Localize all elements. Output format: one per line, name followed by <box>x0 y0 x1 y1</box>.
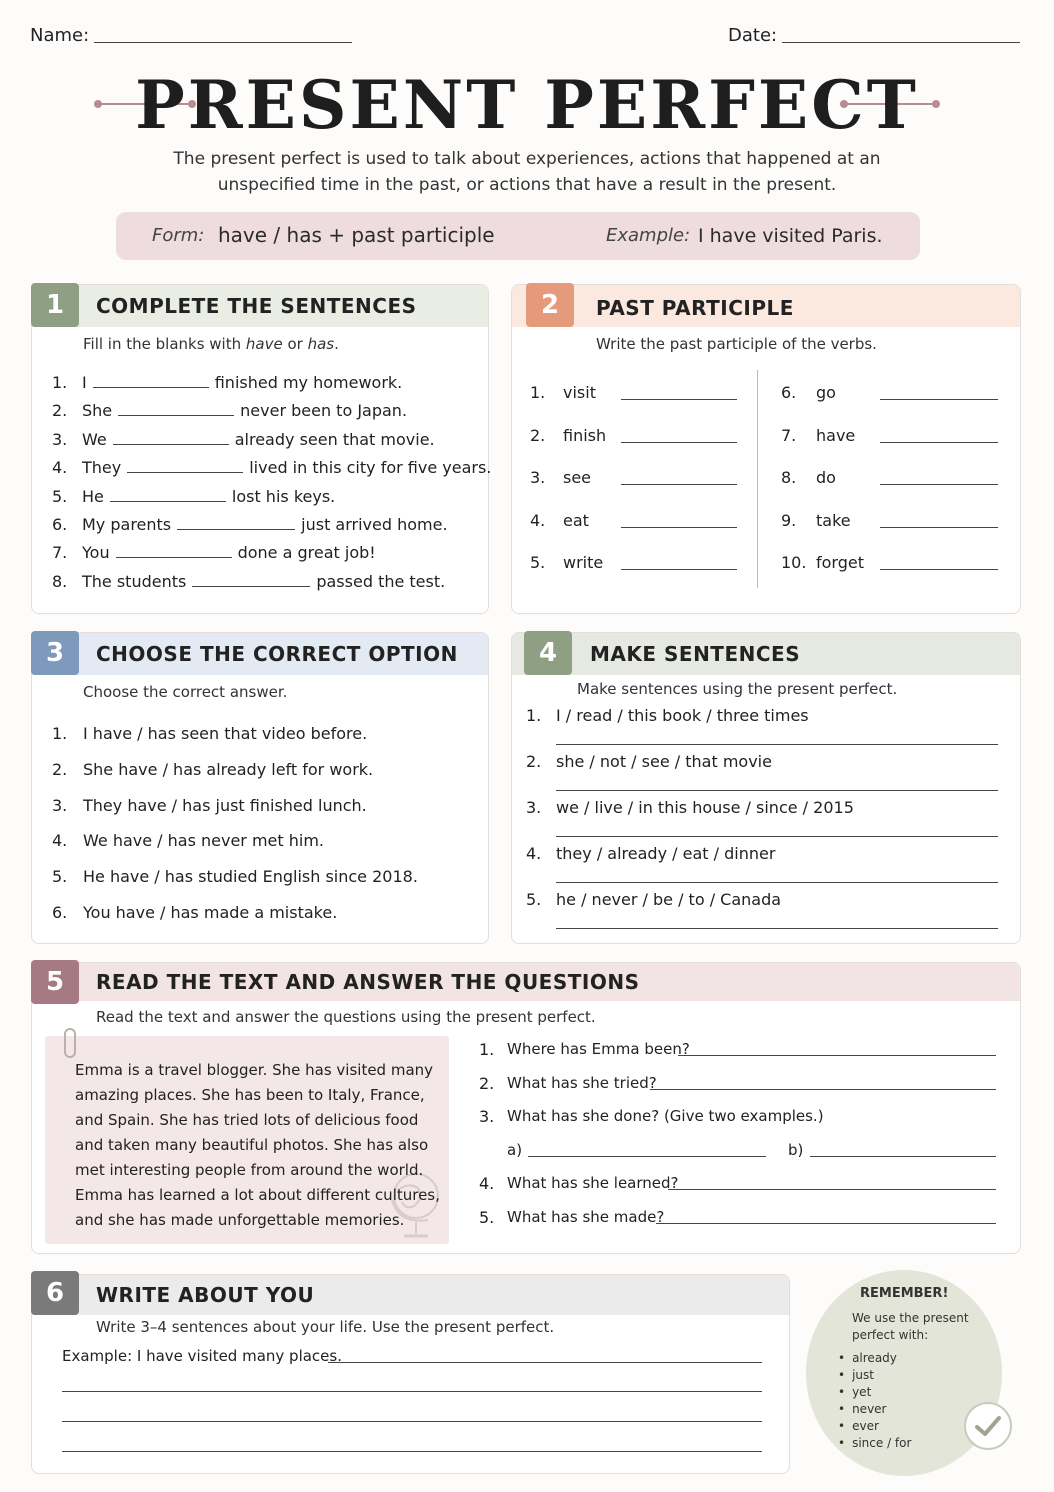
section-4-title: MAKE SENTENCES <box>590 642 801 666</box>
section-6-badge: 6 <box>31 1271 79 1315</box>
q3b-answer-line[interactable] <box>810 1156 996 1157</box>
remember-item <box>838 1368 874 1382</box>
section-complete-sentences <box>31 284 492 614</box>
q1-answer-line[interactable] <box>678 1055 996 1056</box>
s2-item-number: 9. <box>781 510 797 530</box>
q3-number: 3. <box>479 1107 495 1126</box>
q5-text: What has she made? <box>507 1208 665 1226</box>
q2-text: What has she tried? <box>507 1074 657 1092</box>
s2-item-number: 1. <box>530 383 546 402</box>
s4-item-number: 5. <box>526 890 542 909</box>
q1-number: 1. <box>479 1040 495 1059</box>
s2-answer-line[interactable] <box>880 399 998 400</box>
q3a-answer-line[interactable] <box>528 1156 766 1157</box>
s3-item: She have / has already left for work. <box>83 759 374 779</box>
section-2-badge: 2 <box>526 283 574 327</box>
s1-item <box>82 515 448 534</box>
s1-blank[interactable] <box>192 586 310 587</box>
date-label: Date: <box>728 25 778 46</box>
write-line-1[interactable] <box>328 1362 762 1363</box>
write-line-4[interactable] <box>62 1451 762 1452</box>
s2-verb: eat <box>563 510 589 530</box>
s1-item-rest: passed the test. <box>316 571 446 591</box>
s4-prompt: I / read / this book / three times <box>556 706 809 725</box>
section-1-instructions: Fill in the blanks with have or has. <box>83 335 339 353</box>
page-title: PRESENT PERFECT <box>135 66 919 144</box>
bullet-icon: • <box>838 1385 846 1399</box>
s3-item-number: 1. <box>52 724 68 743</box>
s1-item-rest: already seen that movie. <box>234 429 435 449</box>
s2-item-number: 10. <box>781 553 807 572</box>
s1-item-number: 5. <box>52 486 68 506</box>
s2-verb: forget <box>816 553 864 572</box>
s1-item-number: 1. <box>52 373 68 392</box>
remember-title: REMEMBER! <box>860 1286 949 1301</box>
name-label: Name: <box>30 25 90 46</box>
q3a-label: a) <box>507 1141 523 1159</box>
section-2-instructions: Write the past participle of the verbs. <box>596 335 877 353</box>
s1-item-subject: They <box>82 458 122 478</box>
section-3-title: CHOOSE THE CORRECT OPTION <box>96 642 458 666</box>
s1-blank[interactable] <box>118 415 234 416</box>
s1-item-number: 6. <box>52 515 68 534</box>
paperclip-icon <box>64 1028 76 1058</box>
s1-item <box>82 487 335 506</box>
section-5-badge: 5 <box>31 960 79 1004</box>
reading-text-line: amazing places. She has been to Italy, France, <box>75 1086 425 1104</box>
s3-item: We have / has never met him. <box>83 831 325 851</box>
section-5-instructions: Read the text and answer the questions using the present perfect. <box>96 1008 596 1026</box>
s3-item-number: 3. <box>52 795 68 815</box>
section-1-badge: 1 <box>31 283 79 327</box>
s4-answer-line[interactable] <box>556 928 998 929</box>
remember-item-text: never <box>852 1402 887 1416</box>
s3-item-number: 2. <box>52 759 68 779</box>
s1-blank[interactable] <box>177 529 295 530</box>
q2-number: 2. <box>479 1074 495 1093</box>
s1-item <box>82 401 407 420</box>
bullet-icon: • <box>838 1436 846 1450</box>
s1-item-subject: He <box>82 486 104 506</box>
s2-item-number: 4. <box>530 510 546 530</box>
s3-item: He have / has studied English since 2018. <box>83 867 418 887</box>
globe-icon <box>388 1168 444 1244</box>
s1-item-rest: finished my homework. <box>214 373 403 392</box>
remember-item-text: yet <box>852 1385 872 1399</box>
section-2-divider <box>757 370 758 588</box>
s2-answer-line[interactable] <box>621 484 737 485</box>
bullet-icon: • <box>838 1351 846 1365</box>
s1-item-subject: You <box>82 543 110 563</box>
s1-item <box>82 430 435 449</box>
q5-number: 5. <box>479 1208 495 1227</box>
section-6-instructions: Write 3–4 sentences about your life. Use the present perfect. <box>96 1318 555 1336</box>
s1-item-rest: just arrived home. <box>301 515 448 534</box>
s1-item-rest: lived in this city for five years. <box>249 458 492 478</box>
section-2-title: PAST PARTICIPLE <box>596 296 794 320</box>
s1-blank[interactable] <box>127 472 243 473</box>
s1-item-rest: lost his keys. <box>231 486 336 506</box>
s1-item <box>82 458 491 477</box>
s1-item-number: 8. <box>52 571 68 591</box>
reading-text-line: and Spain. She has tried lots of delicious food <box>75 1111 419 1129</box>
bullet-icon: • <box>838 1402 846 1416</box>
s2-answer-line[interactable] <box>621 569 737 570</box>
s4-answer-line[interactable] <box>556 836 998 837</box>
q3b-label: b) <box>788 1141 804 1159</box>
s2-answer-line[interactable] <box>880 484 998 485</box>
s2-answer-line[interactable] <box>621 442 737 443</box>
remember-item <box>838 1385 871 1399</box>
intro-text: The present perfect is used to talk about experiences, actions that happened at an unspecified time in the past, or actions that have a result in the present. <box>173 149 881 195</box>
s2-verb: take <box>816 510 851 530</box>
date-field[interactable] <box>782 42 1020 43</box>
form-bar <box>116 212 920 260</box>
reading-text-line: met interesting people from around the world. <box>75 1161 424 1179</box>
s2-item-number: 2. <box>530 425 546 445</box>
s1-item-subject: She <box>82 401 113 421</box>
q3-text: What has she done? (Give two examples.) <box>507 1107 824 1125</box>
s2-answer-line[interactable] <box>621 399 737 400</box>
checkmark-icon <box>972 1412 1004 1440</box>
bullet-icon: • <box>838 1368 846 1382</box>
s2-verb: finish <box>563 425 607 445</box>
s1-item <box>82 572 445 591</box>
s2-answer-line[interactable] <box>880 442 998 443</box>
s1-item <box>82 373 402 392</box>
remember-text: We use the present perfect with: <box>852 1311 969 1342</box>
s2-item-number: 5. <box>530 553 546 572</box>
reading-text-line: and she has made unforgettable memories. <box>75 1211 405 1229</box>
s2-verb: go <box>816 383 836 402</box>
s1-blank[interactable] <box>110 501 226 502</box>
s4-item-number: 3. <box>526 798 542 817</box>
name-field[interactable] <box>94 42 352 43</box>
reading-text-line: Emma is a travel blogger. She has visited many <box>75 1061 434 1079</box>
section-6-example: Example: I have visited many places. <box>62 1347 342 1365</box>
q4-number: 4. <box>479 1174 495 1193</box>
s4-answer-line[interactable] <box>556 790 998 791</box>
write-line-2[interactable] <box>62 1391 762 1392</box>
section-1-title: COMPLETE THE SENTENCES <box>96 294 417 318</box>
q4-answer-line[interactable] <box>668 1189 996 1190</box>
s4-prompt: they / already / eat / dinner <box>556 844 776 863</box>
s1-item-subject: I <box>82 373 87 392</box>
s1-item-rest: never been to Japan. <box>240 401 408 421</box>
section-5-title: READ THE TEXT AND ANSWER THE QUESTIONS <box>96 970 640 994</box>
s4-answer-line[interactable] <box>556 882 998 883</box>
remember-item <box>838 1436 911 1450</box>
s2-item-number: 6. <box>781 383 797 402</box>
s1-item-subject: The students <box>82 571 187 591</box>
reading-text-line: and taken many beautiful photos. She has also <box>75 1136 429 1154</box>
s2-answer-line[interactable] <box>880 527 998 528</box>
s3-item-number: 6. <box>52 903 68 922</box>
s4-answer-line[interactable] <box>556 744 998 745</box>
section-6-title: WRITE ABOUT YOU <box>96 1283 315 1307</box>
s1-item-number: 7. <box>52 543 68 563</box>
q5-answer-line[interactable] <box>656 1223 996 1224</box>
s3-item: They have / has just finished lunch. <box>83 795 367 815</box>
s1-item <box>82 543 376 562</box>
s2-item-number: 7. <box>781 425 797 445</box>
q2-answer-line[interactable] <box>650 1089 996 1090</box>
reading-text-line: Emma has learned a lot about different cultures, <box>75 1186 440 1204</box>
s4-prompt: she / not / see / that movie <box>556 752 772 771</box>
example-value: I have visited Paris. <box>698 225 883 247</box>
section-3-badge: 3 <box>31 631 79 675</box>
form-label: Form: <box>152 225 205 246</box>
remember-item <box>838 1351 897 1365</box>
s2-verb: have <box>816 425 856 445</box>
s2-verb: do <box>816 468 836 487</box>
s1-blank[interactable] <box>113 444 229 445</box>
s3-item-number: 4. <box>52 831 68 851</box>
s3-item: You have / has made a mistake. <box>83 903 338 922</box>
section-4-badge: 4 <box>524 631 572 675</box>
s1-item-number: 4. <box>52 458 68 478</box>
section-4-instructions: Make sentences using the present perfect. <box>577 680 898 698</box>
s2-verb: visit <box>563 383 596 402</box>
s1-blank[interactable] <box>93 387 209 388</box>
s4-prompt: we / live / in this house / since / 2015 <box>556 798 854 817</box>
example-label: Example: <box>606 225 691 246</box>
remember-item-text: just <box>852 1368 874 1382</box>
s1-item-rest: done a great job! <box>237 543 376 563</box>
section-3-instructions: Choose the correct answer. <box>83 683 288 701</box>
remember-item-text: already <box>852 1351 897 1365</box>
s2-item-number: 3. <box>530 468 546 487</box>
s4-item-number: 1. <box>526 706 542 725</box>
q4-text: What has she learned? <box>507 1174 679 1192</box>
bullet-icon: • <box>838 1419 846 1433</box>
section-choose-option <box>31 632 489 944</box>
s1-item-number: 2. <box>52 401 68 421</box>
s2-answer-line[interactable] <box>880 569 998 570</box>
s1-item-number: 3. <box>52 429 68 449</box>
remember-item-text: since / for <box>852 1436 912 1450</box>
remember-item <box>838 1402 886 1416</box>
s1-item-subject: My parents <box>82 515 172 534</box>
remember-item <box>838 1419 879 1433</box>
s3-item-number: 5. <box>52 867 68 887</box>
s2-item-number: 8. <box>781 468 797 487</box>
s2-verb: see <box>563 468 592 487</box>
s4-item-number: 2. <box>526 752 542 771</box>
s1-item-subject: We <box>82 429 107 449</box>
remember-item-text: ever <box>852 1419 879 1433</box>
s4-prompt: he / never / be / to / Canada <box>556 890 782 909</box>
write-line-3[interactable] <box>62 1421 762 1422</box>
q1-text: Where has Emma been? <box>507 1040 690 1058</box>
form-value: have / has + past participle <box>218 223 495 247</box>
s1-blank[interactable] <box>116 557 232 558</box>
s3-item: I have / has seen that video before. <box>83 724 368 743</box>
s4-item-number: 4. <box>526 844 542 863</box>
s2-answer-line[interactable] <box>621 527 737 528</box>
s2-verb: write <box>563 553 604 572</box>
